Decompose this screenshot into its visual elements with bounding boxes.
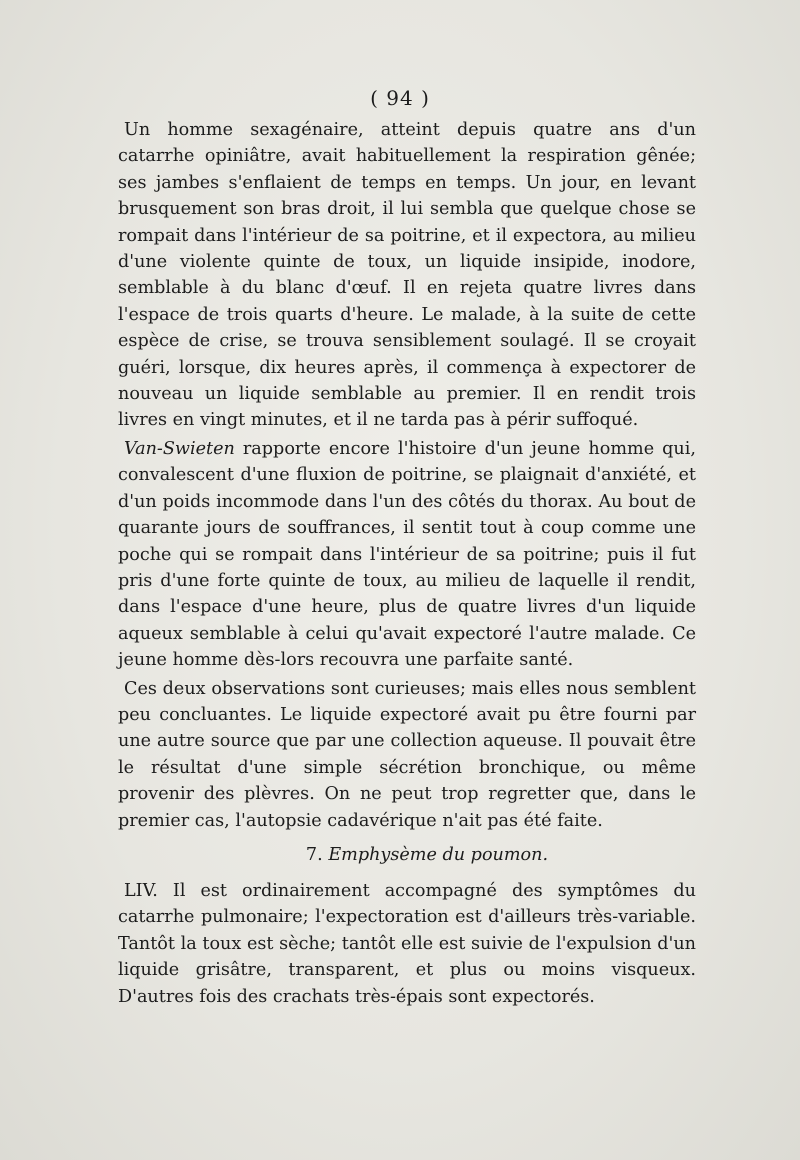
paragraph-roman-numeral: LIV. (124, 880, 158, 901)
body-text (118, 117, 696, 1010)
section-heading (118, 842, 696, 868)
section-title: Emphysème du poumon. (328, 844, 549, 865)
section-number: 7. (305, 844, 323, 865)
paragraph-text: rapporte encore l'histoire d'un jeune homme qui, convalescent d'une fluxion de poitrine, se plaignait d'anxiété, et d'un poids incommode dans l'un des côtés du thorax. Au bout de quarante jours de souffrances, il sentit tout à coup comme une poche qui se rompait dans l'intérieur de sa poitrine; puis il fut pris d'une forte quinte de toux, au milieu de laquelle il rendit, dans l'espace d'une heure, plus de quatre livres d'un liquide aqueux semblable à celui qu'avait expectoré l'autre malade. Ce jeune homme dès-lors recouvra une parfaite santé. (118, 438, 696, 671)
author-name: Van-Swieten (124, 438, 235, 459)
paragraph-text: Un homme sexagénaire, atteint depuis quatre ans d'un catarrhe opiniâtre, avait habituellement la respiration gênée; ses jambes s'enflaient de temps en temps. Un jour, en levant brusquement son bras droit, il lui sembla que quelque chose se rompait dans l'intérieur de sa poitrine, et il expectora, au milieu d'une violente quinte de toux, un liquide insipide, inodore, semblable à du blanc d'œuf. Il en rejeta quatre livres dans l'espace de trois quarts d'heure. Le malade, à la suite de cette espèce de crise, se trouva sensiblement soulagé. Il se croyait guéri, lorsque, dix heures après, il commença à expectorer de nouveau un liquide semblable au premier. Il en rendit trois livres en vingt minutes, et il ne tarda pas à périr suffoqué. (118, 120, 696, 431)
paragraph-van-swieten (118, 436, 696, 674)
paragraph-commentary (118, 676, 696, 834)
paragraph-liv (118, 878, 696, 1010)
paragraph-text: Il est ordinairement accompagné des symptômes du catarrhe pulmonaire; l'expectoration est d'ailleurs très-variable. Tantôt la toux est sèche; tantôt elle est suivie de l'expulsion d'un liquide grisâtre, transparent, et plus ou moins visqueux. D'autres fois des crachats très-épais sont expectorés. (118, 880, 696, 1007)
paragraph-text: Ces deux observations sont curieuses; mais elles nous semblent peu concluantes. Le liquide expectoré avait pu être fourni par une autre source que par une collection aqueuse. Il pouvait être le résultat d'une simple sécrétion bronchique, ou même provenir des plèvres. On ne peut trop regretter que, dans le premier cas, l'autopsie cadavérique n'ait pas été faite. (118, 678, 696, 831)
page-number: ( 94 ) (370, 86, 430, 110)
paragraph-case-one (118, 117, 696, 434)
